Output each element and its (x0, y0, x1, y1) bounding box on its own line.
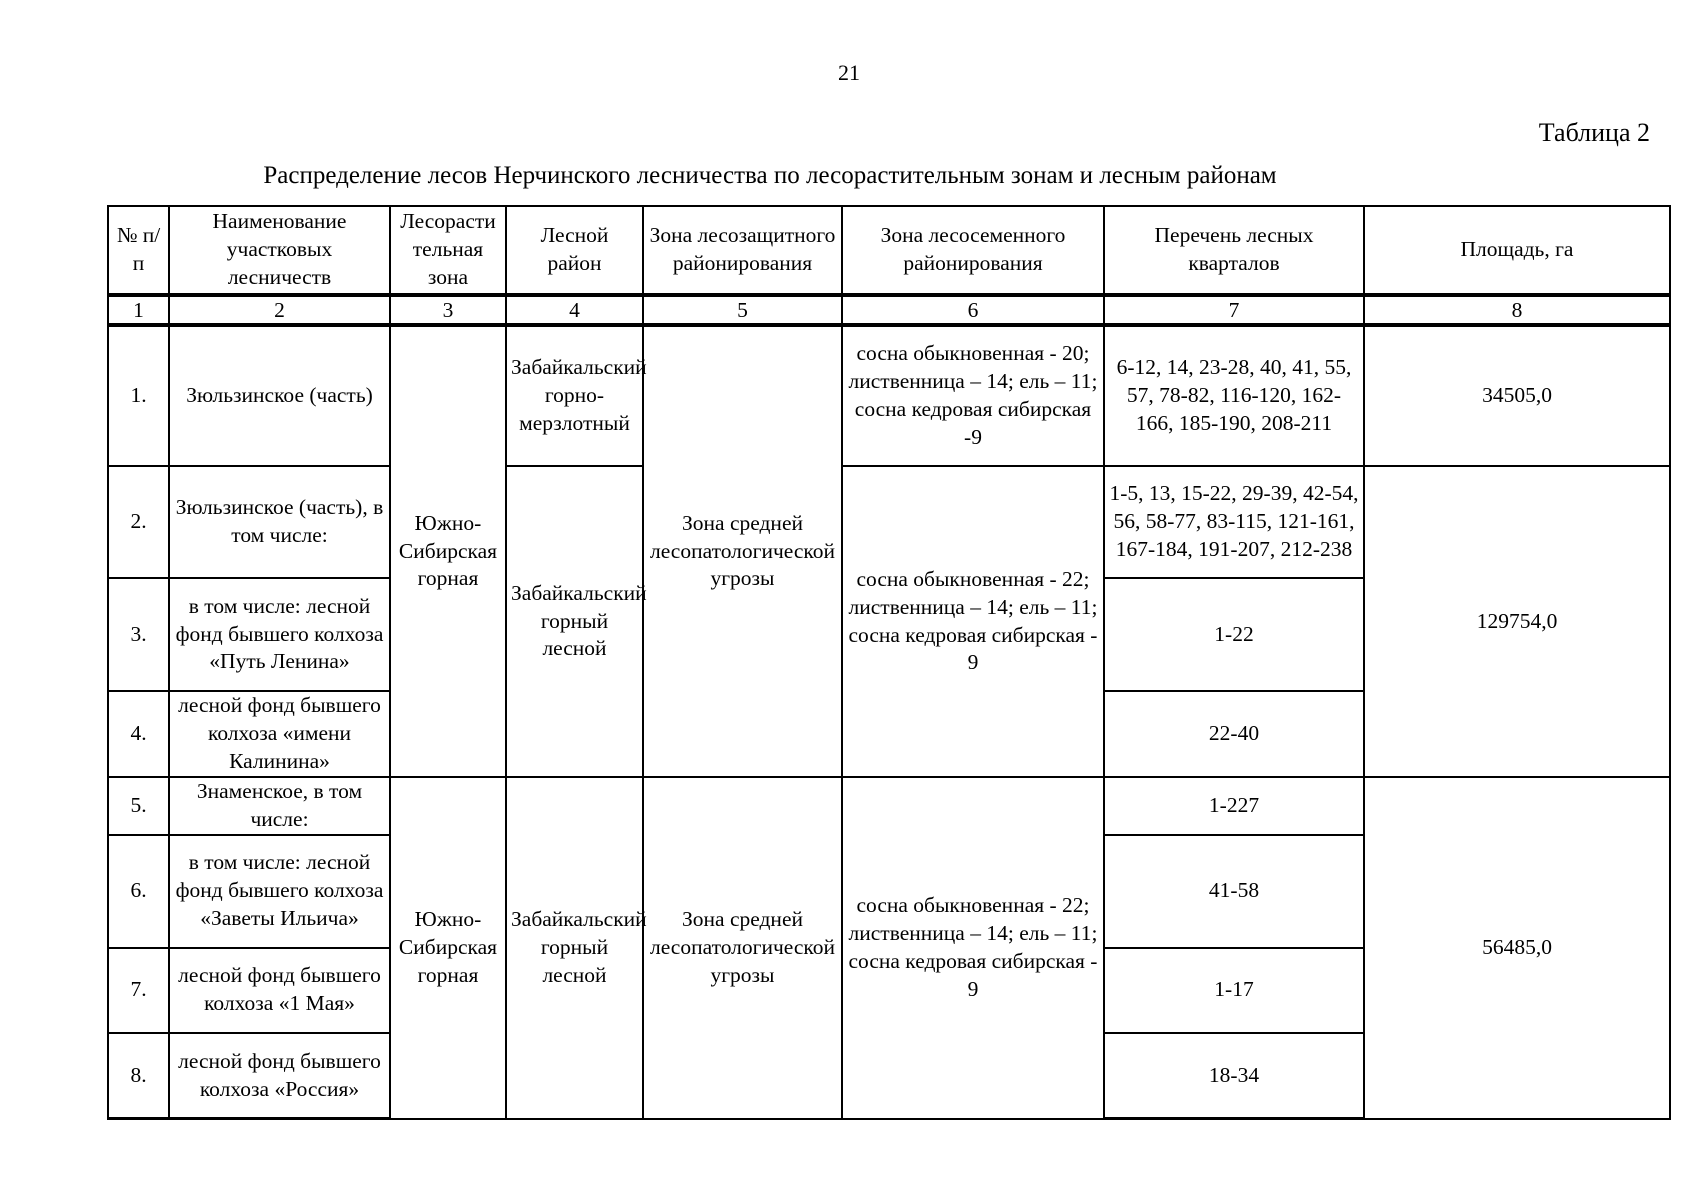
row-number: 3. (108, 578, 169, 691)
forestry-name: лесной фонд бывшего колхоза «1 Мая» (169, 948, 390, 1033)
area-cell: 56485,0 (1364, 777, 1670, 1119)
header-area: Площадь, га (1364, 206, 1670, 295)
header-seed-zone: Зона лесосеменного районирования (842, 206, 1104, 295)
forestry-name: в том числе: лесной фонд бывшего колхоза «Путь Ленина» (169, 578, 390, 691)
quarters-cell: 41-58 (1104, 835, 1364, 948)
area-cell: 34505,0 (1364, 325, 1670, 466)
column-number: 2 (169, 295, 390, 325)
protection-zone-cell: Зона средней лесопатологической угрозы (643, 777, 842, 1119)
table-title: Распределение лесов Нерчинского лесничества по лесорастительным зонам и лесным районам (263, 162, 1277, 189)
table-label: Таблица 2 (1538, 118, 1650, 147)
forestry-name: лесной фонд бывшего колхоза «имени Калинина» (169, 691, 390, 777)
row-number: 6. (108, 835, 169, 948)
forestry-name: Знаменское, в том числе: (169, 777, 390, 835)
quarters-cell: 22-40 (1104, 691, 1364, 777)
seed-zone-cell: сосна обыкновенная - 20; лиственница – 14; ель – 11; сосна кедровая сибирская -9 (842, 325, 1104, 466)
forest-zone-cell: Южно-Сибирская горная (390, 325, 506, 777)
header-quarters-list: Перечень лесных кварталов (1104, 206, 1364, 295)
forest-zone-cell: Южно-Сибирская горная (390, 777, 506, 1119)
header-forestry-name: Наименование участковых лесничеств (169, 206, 390, 295)
header-row (108, 206, 1670, 295)
forest-district-cell: Забайкальский горный лесной (506, 466, 643, 777)
forestry-name: лесной фонд бывшего колхоза «Россия» (169, 1033, 390, 1119)
quarters-cell: 6-12, 14, 23-28, 40, 41, 55, 57, 78-82, 116-120, 162-166, 185-190, 208-211 (1104, 325, 1364, 466)
forest-district-cell: Забайкальский горно-мерзлотный (506, 325, 643, 466)
column-number: 7 (1104, 295, 1364, 325)
forestry-name: Зюльзинское (часть), в том числе: (169, 466, 390, 578)
column-number: 8 (1364, 295, 1670, 325)
header-forest-zone: Лесорасти тельная зона (390, 206, 506, 295)
row-number: 1. (108, 325, 169, 466)
row-number: 7. (108, 948, 169, 1033)
column-number: 5 (643, 295, 842, 325)
forest-distribution-table (107, 205, 1671, 1120)
column-number-row (108, 295, 1670, 325)
table-row (108, 325, 1670, 466)
column-number: 6 (842, 295, 1104, 325)
quarters-cell: 1-227 (1104, 777, 1364, 835)
quarters-cell: 1-5, 13, 15-22, 29-39, 42-54, 56, 58-77, 83-115, 121-161, 167-184, 191-207, 212-238 (1104, 466, 1364, 578)
header-forest-district: Лесной район (506, 206, 643, 295)
seed-zone-cell: сосна обыкновенная - 22; лиственница – 14; ель – 11; сосна кедровая сибирская - 9 (842, 466, 1104, 777)
row-number: 8. (108, 1033, 169, 1119)
area-cell: 129754,0 (1364, 466, 1670, 777)
column-number: 3 (390, 295, 506, 325)
row-number: 5. (108, 777, 169, 835)
column-number: 4 (506, 295, 643, 325)
table-row (108, 466, 1670, 578)
forestry-name: Зюльзинское (часть) (169, 325, 390, 466)
page-number: 21 (838, 60, 860, 85)
table-row (108, 777, 1670, 835)
protection-zone-cell: Зона средней лесопатологической угрозы (643, 325, 842, 777)
header-protection-zone: Зона лесозащитного районирования (643, 206, 842, 295)
seed-zone-cell: сосна обыкновенная - 22; лиственница – 14; ель – 11; сосна кедровая сибирская - 9 (842, 777, 1104, 1119)
header-number: № п/п (108, 206, 169, 295)
quarters-cell: 18-34 (1104, 1033, 1364, 1119)
forest-district-cell: Забайкальский горный лесной (506, 777, 643, 1119)
row-number: 4. (108, 691, 169, 777)
forestry-name: в том числе: лесной фонд бывшего колхоза «Заветы Ильича» (169, 835, 390, 948)
quarters-cell: 1-17 (1104, 948, 1364, 1033)
row-number: 2. (108, 466, 169, 578)
column-number: 1 (108, 295, 169, 325)
quarters-cell: 1-22 (1104, 578, 1364, 691)
